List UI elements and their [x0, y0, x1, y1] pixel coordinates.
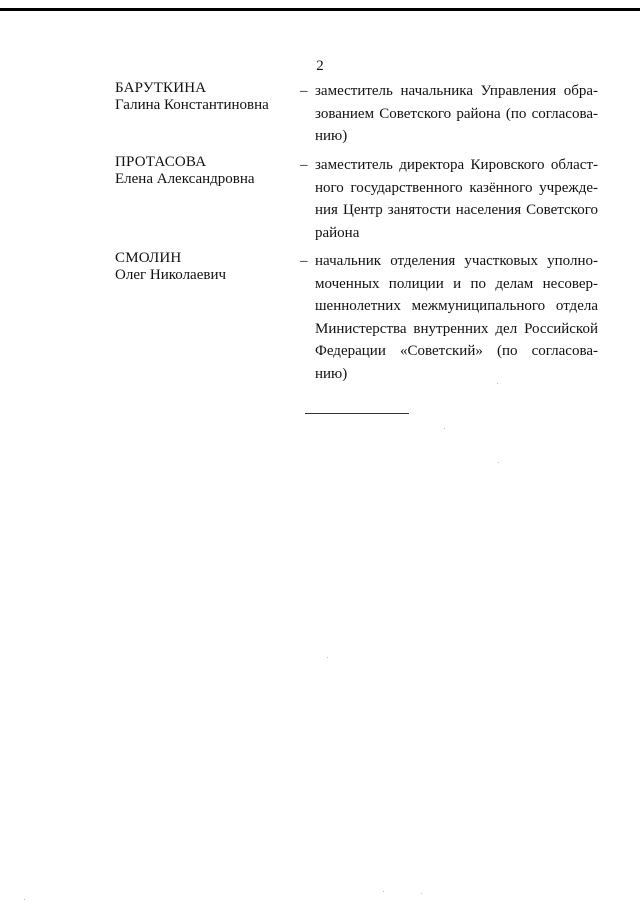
top-border-rule	[0, 8, 640, 11]
scan-speck	[498, 462, 499, 463]
member-role-description	[315, 154, 598, 244]
separator-dash: –	[300, 253, 308, 269]
role-line: района	[315, 224, 360, 241]
separator-dash: –	[300, 157, 308, 173]
role-line: заместитель начальника Управления обра-	[315, 83, 598, 99]
scan-speck	[383, 891, 384, 892]
member-name-block	[115, 250, 226, 284]
scan-speck	[24, 899, 25, 900]
scan-speck	[444, 428, 445, 429]
role-line: нию)	[315, 365, 348, 382]
separator-dash: –	[300, 83, 308, 99]
role-line: Федерации «Советский» (по согласова-	[315, 343, 598, 359]
member-given-names: Елена Александровна	[115, 171, 255, 187]
member-role-description	[315, 250, 598, 385]
member-given-names: Галина Константиновна	[115, 97, 269, 113]
role-line: шеннолетних межмуниципального отдела	[315, 298, 598, 314]
role-line: зованием Советского района (по согласова-	[315, 105, 598, 122]
member-surname: СМОЛИН	[115, 250, 182, 266]
role-line: моченных полиции и по делам несовер-	[315, 275, 598, 292]
scan-speck	[327, 657, 328, 658]
role-line: Министерства внутренних дел Российской	[315, 320, 598, 337]
member-surname: ПРОТАСОВА	[115, 154, 207, 170]
role-line: нию)	[315, 128, 348, 144]
closing-rule	[305, 413, 409, 414]
member-name-block	[115, 154, 255, 188]
role-line: заместитель директора Кировского област-	[315, 157, 598, 173]
scan-speck	[497, 383, 498, 384]
member-given-names: Олег Николаевич	[115, 267, 227, 283]
member-name-block	[115, 80, 269, 114]
member-surname: БАРУТКИНА	[115, 80, 207, 96]
member-role-description	[315, 80, 598, 148]
scan-speck	[421, 893, 422, 894]
role-line: начальник отделения участковых уполно-	[315, 253, 598, 269]
page-number: 2	[316, 58, 324, 74]
role-line: ного государственного казённого учрежде-	[315, 179, 598, 196]
role-line: ния Центр занятости населения Советского	[315, 202, 598, 218]
